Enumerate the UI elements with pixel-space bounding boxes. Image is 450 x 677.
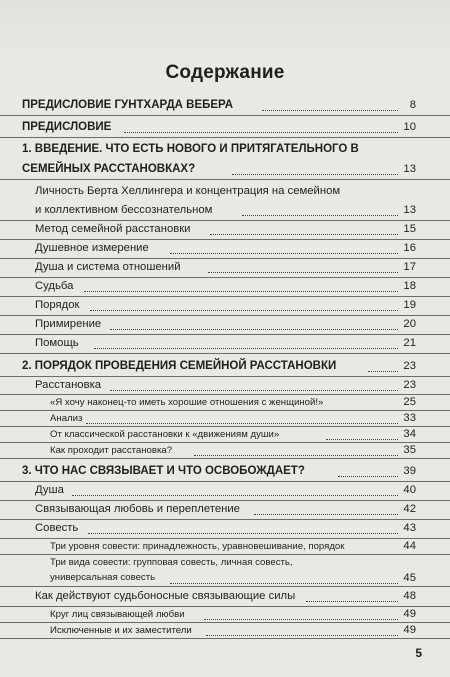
bleed-through-text bbox=[0, 0, 450, 62]
toc-entry-title: ПРЕДИСЛОВИЕ bbox=[22, 121, 112, 133]
toc-entry bbox=[0, 317, 450, 335]
toc-entry bbox=[0, 540, 450, 555]
table-of-contents bbox=[0, 98, 450, 638]
toc-entry-page: 48 bbox=[403, 590, 416, 602]
dot-leader bbox=[110, 329, 398, 330]
toc-entry bbox=[0, 222, 450, 240]
dot-leader bbox=[204, 619, 398, 620]
toc-entry bbox=[0, 260, 450, 278]
toc-entry bbox=[0, 298, 450, 316]
toc-entry-page: 10 bbox=[403, 121, 416, 133]
dot-leader bbox=[110, 390, 398, 391]
toc-entry-title: Три уровня совести: принадлежность, уравновешивание, порядок bbox=[50, 541, 345, 552]
toc-entry-page: 13 bbox=[403, 163, 416, 175]
toc-entry bbox=[0, 463, 450, 482]
toc-entry bbox=[0, 98, 450, 116]
toc-entry bbox=[0, 203, 450, 221]
toc-entry-page: 35 bbox=[403, 444, 416, 456]
toc-entry-page: 49 bbox=[403, 608, 416, 620]
dot-leader bbox=[208, 272, 398, 273]
dot-leader bbox=[84, 291, 398, 292]
dot-leader bbox=[124, 132, 398, 133]
toc-entry-page: 34 bbox=[403, 428, 416, 440]
toc-entry bbox=[0, 483, 450, 501]
toc-entry-page: 40 bbox=[403, 484, 416, 496]
toc-entry bbox=[0, 336, 450, 354]
toc-entry-title: Примирение bbox=[35, 318, 102, 330]
toc-entry-page: 15 bbox=[403, 223, 416, 235]
toc-entry-page: 23 bbox=[403, 360, 416, 372]
toc-entry-title: Душа bbox=[35, 484, 64, 496]
toc-entry-page: 43 bbox=[403, 522, 416, 534]
toc-entry-title: Судьба bbox=[35, 280, 74, 292]
dot-leader bbox=[72, 495, 398, 496]
toc-entry bbox=[0, 120, 450, 138]
toc-entry bbox=[0, 428, 450, 443]
toc-entry-title: Личность Берта Хеллингера и концентрация на семейном bbox=[35, 185, 341, 197]
toc-entry-title: 1. ВВЕДЕНИЕ. ЧТО ЕСТЬ НОВОГО И ПРИТЯГАТЕЛЬНОГО В bbox=[22, 143, 359, 155]
toc-entry-page: 33 bbox=[403, 412, 416, 424]
toc-entry-title: 2. ПОРЯДОК ПРОВЕДЕНИЯ СЕМЕЙНОЙ РАССТАНОВКИ bbox=[22, 360, 337, 372]
toc-entry-page: 20 bbox=[403, 318, 416, 330]
dot-leader bbox=[206, 635, 398, 636]
toc-entry bbox=[0, 241, 450, 259]
toc-entry bbox=[0, 571, 450, 587]
dot-leader bbox=[86, 423, 398, 424]
dot-leader bbox=[94, 348, 398, 349]
toc-entry bbox=[0, 358, 450, 377]
toc-entry bbox=[0, 444, 450, 459]
toc-entry-page: 39 bbox=[403, 465, 416, 477]
toc-entry-page: 16 bbox=[403, 242, 416, 254]
toc-entry bbox=[0, 396, 450, 411]
toc-entry bbox=[0, 521, 450, 539]
dot-leader bbox=[254, 514, 398, 515]
toc-entry-title: Совесть bbox=[35, 522, 79, 534]
toc-entry bbox=[0, 161, 450, 180]
toc-entry bbox=[0, 185, 450, 201]
page-title: Содержание bbox=[165, 62, 285, 83]
dot-leader bbox=[232, 174, 398, 175]
dot-leader bbox=[338, 476, 398, 477]
toc-entry-title: От классической расстановки к «движениям души» bbox=[50, 429, 280, 440]
toc-entry-title: Порядок bbox=[35, 299, 80, 311]
toc-entry-page: 25 bbox=[403, 396, 416, 408]
dot-leader bbox=[210, 234, 398, 235]
toc-entry bbox=[0, 608, 450, 623]
dot-leader bbox=[326, 439, 398, 440]
toc-entry-title: 3. ЧТО НАС СВЯЗЫВАЕТ И ЧТО ОСВОБОЖДАЕТ? bbox=[22, 465, 305, 477]
dot-leader bbox=[306, 601, 398, 602]
toc-entry-page: 18 bbox=[403, 280, 416, 292]
toc-entry-title: Метод семейной расстановки bbox=[35, 223, 191, 235]
toc-entry-page: 42 bbox=[403, 503, 416, 515]
dot-leader bbox=[170, 583, 398, 584]
dot-leader bbox=[194, 455, 398, 456]
toc-entry-title: и коллективном бессознательном bbox=[35, 204, 213, 216]
toc-entry-title: ПРЕДИСЛОВИЕ ГУНТХАРДА ВЕБЕРА bbox=[22, 99, 234, 111]
toc-entry bbox=[0, 624, 450, 639]
toc-entry-title: универсальная совесть bbox=[50, 572, 156, 583]
toc-entry bbox=[0, 279, 450, 297]
toc-entry bbox=[0, 589, 450, 607]
toc-entry bbox=[0, 142, 450, 159]
toc-entry-title: Исключенные и их заместители bbox=[50, 625, 192, 636]
dot-leader bbox=[262, 110, 398, 111]
toc-entry-page: 8 bbox=[409, 99, 416, 111]
toc-entry bbox=[0, 502, 450, 520]
toc-entry-page: 13 bbox=[403, 204, 416, 216]
toc-entry-page: 19 bbox=[403, 299, 416, 311]
toc-entry bbox=[0, 378, 450, 395]
toc-entry-title: Расстановка bbox=[35, 379, 102, 391]
dot-leader bbox=[170, 253, 398, 254]
toc-entry-page: 45 bbox=[403, 572, 416, 584]
toc-entry bbox=[0, 412, 450, 427]
toc-entry-title: Душевное измерение bbox=[35, 242, 149, 254]
dot-leader bbox=[90, 310, 398, 311]
toc-entry bbox=[0, 556, 450, 570]
toc-entry-page: 23 bbox=[403, 379, 416, 391]
toc-entry-page: 17 bbox=[403, 261, 416, 273]
toc-entry-title: Связывающая любовь и переплетение bbox=[35, 503, 240, 515]
toc-entry-title: Душа и система отношений bbox=[35, 261, 181, 273]
toc-entry-title: Три вида совести: групповая совесть, личная совесть, bbox=[50, 557, 293, 568]
page-number: 5 bbox=[415, 646, 422, 660]
dot-leader bbox=[368, 371, 398, 372]
toc-entry-title: Анализ bbox=[50, 413, 83, 424]
dot-leader bbox=[88, 533, 398, 534]
toc-entry-title: «Я хочу наконец-то иметь хорошие отношения с женщиной!» bbox=[50, 397, 324, 408]
toc-entry-title: Как проходит расстановка? bbox=[50, 445, 173, 456]
toc-entry-page: 21 bbox=[403, 337, 416, 349]
dot-leader bbox=[242, 215, 398, 216]
toc-entry-title: Помощь bbox=[35, 337, 79, 349]
toc-entry-page: 44 bbox=[403, 540, 416, 552]
toc-entry-page: 49 bbox=[403, 624, 416, 636]
toc-entry-title: СЕМЕЙНЫХ РАССТАНОВКАХ? bbox=[22, 163, 196, 175]
toc-entry-title: Как действуют судьбоносные связывающие силы bbox=[35, 590, 296, 602]
toc-entry-title: Круг лиц связывающей любви bbox=[50, 609, 185, 620]
